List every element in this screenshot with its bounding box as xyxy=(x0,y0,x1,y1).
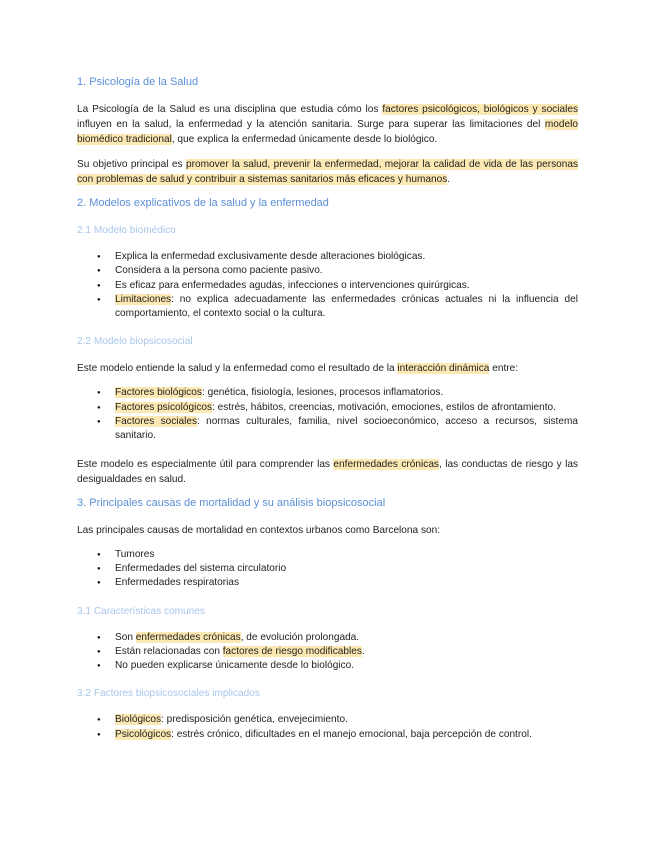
highlight: Biológicos xyxy=(115,714,162,726)
heading-modelos: 2. Modelos explicativos de la salud y la enfermedad xyxy=(77,197,329,209)
list-item: ● Psicológicos: estrés crónico, dificultades en el manejo emocional, baja percepción de control. xyxy=(77,728,578,742)
subheading-modelo-biopsicosocial: 2.2 Modelo biopsicosocial xyxy=(77,336,193,348)
list-item: ● Enfermedades respiratorias xyxy=(77,576,578,590)
list-item: ● Tumores xyxy=(77,548,578,562)
highlight: modelo biomédico tradicional xyxy=(77,119,578,145)
list-caracteristicas xyxy=(77,631,578,674)
list-factores xyxy=(77,386,578,443)
paragraph-objective: Su objetivo principal es promover la salud, prevenir la enfermedad, mejorar la calidad de vida de las personas con problemas de salud y contribuir a sistemas sanitarios más eficaces y humanos. xyxy=(77,159,578,185)
list-item: ● Factores biológicos: genética, fisiología, lesiones, procesos inflamatorios. xyxy=(77,386,578,400)
highlight: Factores psicológicos xyxy=(115,401,213,413)
list-item: ● Están relacionadas con factores de riesgo modificables. xyxy=(77,645,578,659)
list-item: ● Factores sociales: normas culturales, familia, nivel socioeconómico, acceso a recursos, sistema sanitario. xyxy=(77,415,578,444)
list-item: ● Biológicos: predisposición genética, envejecimiento. xyxy=(77,713,578,727)
list-item: ● Considera a la persona como paciente pasivo. xyxy=(77,264,578,278)
paragraph-mortalidad-intro: Las principales causas de mortalidad en contextos urbanos como Barcelona son: xyxy=(77,524,441,536)
highlight: enfermedades crónicas xyxy=(135,631,241,643)
highlight: promover la salud, prevenir la enfermedad, mejorar la calidad de vida de las personas con problemas de salud y contribuir a sistemas sanitarios más eficaces y humanos xyxy=(77,159,578,185)
highlight: factores de riesgo modificables xyxy=(222,645,362,657)
subheading-caracteristicas: 3.1 Características comunes xyxy=(77,605,205,617)
paragraph-biopsicosocial-intro: Este modelo entiende la salud y la enfermedad como el resultado de la interacción dinámica entre: xyxy=(77,363,519,375)
paragraph-definition: La Psicología de la Salud es una disciplina que estudia cómo los factores psicológicos, biológicos y sociales influyen en la salud, la enfermedad y la atención sanitaria. Surge para superar las limitaciones del modelo biomédico tradicional, que explica la enfermedad únicamente desde lo biológico. xyxy=(77,104,578,145)
list-item: ● Es eficaz para enfermedades agudas, infecciones o intervenciones quirúrgicas. xyxy=(77,279,578,293)
highlight: enfermedades crónicas xyxy=(333,458,439,470)
highlight: Limitaciones xyxy=(115,293,172,305)
heading-psicologia-salud: 1. Psicología de la Salud xyxy=(77,76,199,88)
highlight: Factores biológicos xyxy=(115,387,202,399)
paragraph-biopsicosocial-outro: Este modelo es especialmente útil para comprender las enfermedades crónicas, las conductas de riesgo y las desigualdades en salud. xyxy=(77,458,579,485)
highlight: interacción dinámica xyxy=(397,363,490,375)
list-item: ● No pueden explicarse únicamente desde lo biológico. xyxy=(77,659,578,673)
list-item: ● Explica la enfermedad exclusivamente desde alteraciones biológicas. xyxy=(77,250,578,264)
list-item: ● Enfermedades del sistema circulatorio xyxy=(77,562,578,576)
highlight: Psicológicos xyxy=(115,728,172,740)
heading-mortalidad: 3. Principales causas de mortalidad y su análisis biopsicosocial xyxy=(77,496,386,509)
document-body xyxy=(77,74,578,755)
highlight: factores psicológicos, biológicos y sociales xyxy=(382,104,578,115)
highlight: Factores sociales xyxy=(115,416,198,428)
list-factores-implicados xyxy=(77,713,578,742)
list-item: ● Son enfermedades crónicas, de evolución prolongada. xyxy=(77,631,578,645)
list-causas xyxy=(77,548,578,591)
subheading-factores-implicados: 3.2 Factores biopsicosociales implicados xyxy=(77,688,260,700)
list-item: ● Limitaciones: no explica adecuadamente las enfermedades crónicas actuales ni la influencia del comportamiento, el contexto social o la cultura. xyxy=(77,293,578,322)
subheading-modelo-biomedico: 2.1 Modelo biomédico xyxy=(77,225,176,236)
list-biomedico xyxy=(77,250,578,321)
list-item: ● Factores psicológicos: estrés, hábitos, creencias, motivación, emociones, estilos de afrontamiento. xyxy=(77,401,578,415)
